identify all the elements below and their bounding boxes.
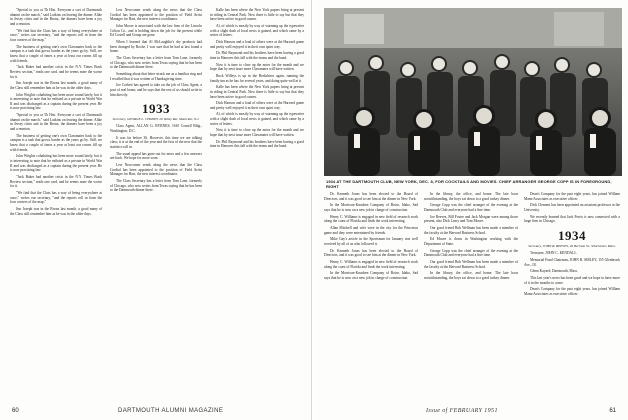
paragraph: Dr. Phil Raymond and his brothers have been having a good time in Hanover this fall with the teams and the band. bbox=[210, 139, 304, 149]
right-page bbox=[316, 0, 628, 420]
left-column-1 bbox=[10, 8, 102, 400]
issue-footer: Issue of FEBRUARY 1951 bbox=[426, 408, 498, 414]
magazine-footer: DARTMOUTH ALUMNI MAGAZINE bbox=[118, 408, 224, 414]
paragraph: Glenn Kayard, Dartmouth, Mass. bbox=[530, 269, 578, 274]
paragraph: John Moore is associated with the law firm of the Lincoln Colton Co., and is holding down the job for the present while Ed Costell and Group are gone. bbox=[110, 23, 202, 38]
paragraph: In the Morrison-Knudsen Company of Boise, Idaho, Sad says that he is now on a new job in charge of construction. bbox=[324, 271, 418, 280]
class-secretary-line: Secretary, JOHN R. REEVES, 20 Bertram St., Winchester, Mass. bbox=[528, 243, 616, 248]
left-page bbox=[0, 0, 312, 420]
group-photo bbox=[324, 8, 622, 176]
paragraph: "We find that the Class has a way of being everywhere at once," writes our secretary, "and the reports roll in from the four corners of the map." bbox=[10, 190, 102, 205]
paragraph: The business of getting one's own Classmates back to the campus is a task that grows harder as the years go by. Still, we know that a couple of times a year at least our rooms fill up with friends. bbox=[10, 44, 102, 63]
paragraph: Mike Gay's article in the Sportsman for January was well received by all of us who followed it. bbox=[324, 237, 418, 246]
paragraph: Joe Reeves, Bill Foster and Jack Morgan were among those present, also Dick Leary and Tom Moore. bbox=[424, 214, 518, 224]
paragraph: Dr. Phil Raymond and his brothers have been having a good time in Hanover this fall with the teams and the band. bbox=[210, 51, 304, 60]
paragraph: It was far before 36. However, this time we are talking class; it is at the end of the year and the first of the new that the statistics roll in. bbox=[110, 135, 202, 150]
paragraph: Buck Willeys is up in the Berkshires again, running the family inn as he has for several years, and doing quite well at it. bbox=[210, 73, 304, 83]
paragraph: Allan Mitchell and wife were in the city for the Princeton game and they were entertained by friends. bbox=[324, 225, 418, 235]
paragraph: When I learned that Al McLaughlin's dry products had been changed by Roche, I was sure that he had at last found a home. bbox=[110, 39, 202, 54]
right-column-2 bbox=[424, 192, 518, 402]
paragraph: Dr. Kenneth Jones has been elected to the Board of Directors, and it was good to see him at the dinner in New York. bbox=[324, 248, 418, 258]
paragraph: "Special to you at Th Hist. Everyone a sort of Dartmouth alumni on the march," said Lutkins on leaving the dinner. Alike in Jersey cities and in the Bronx, the dinners have been a joy and a reunion. bbox=[10, 8, 102, 26]
paragraph: The business of getting one's own Classmates back to the campus is a task that grows harder as the years go by. Still, we know that a couple of times a year at least our rooms fill up with friends. bbox=[10, 133, 102, 152]
paragraph: Dick Clement has been appointed an assistant professor at the University. bbox=[524, 203, 620, 212]
paragraph: Something about that letter struck me as a familiar ring and I recalled that it was written at Thanksgiving time. bbox=[110, 71, 202, 81]
paragraph: Kalle has been where the New York papers bring at present in riding in Central Park. Now there is little to say but that they have been active in good causes. bbox=[210, 8, 304, 22]
paragraph: Treasurer, JOHN C. KENDALL bbox=[530, 251, 577, 256]
right-column-1 bbox=[324, 192, 418, 402]
paragraph: Henry C. Williams is engaged in new field of research work along the coast of Florida and finds the work interesting. bbox=[324, 214, 418, 224]
paragraph: Dr. Kenneth Jones has been elected to the Board of Directors, and it was good to see him at the dinner in New York. bbox=[324, 192, 418, 201]
paragraph: Class Agent, ALLAN G. BYRNES, 1610 Cornell Bldg., Washington, D.C. bbox=[110, 124, 202, 134]
paragraph: Al, of which is mostly by way of warming up the typewriter with a slight dash of local news is gained, and which came by a series of letters. bbox=[210, 23, 304, 38]
paragraph: Now it is time to close up the notes for the month and we hope that by next issue more Classmates will have written. bbox=[210, 128, 304, 138]
class-year-heading: 1933 bbox=[142, 101, 170, 117]
paragraph: Henry C. Williams is engaged in new field of research work along the coast of Florida and finds the work interesting. bbox=[324, 259, 418, 269]
paragraph: Lew Newcomer sends along the news that the Class Cordial has been appointed to the position of Field Artist Manager for Hart, the new interest coordinator. bbox=[110, 8, 202, 22]
paragraph: "Special to you at Th Hist. Everyone a sort of Dartmouth alumni on the march," said Lutkins on leaving the dinner. Alike in Jersey cities and in the Bronx, the dinners have been a joy and a reunion. bbox=[10, 113, 102, 132]
class-secretary-line: Secretary, GEORGE L. CHANEY, 20 Valley Rd., Montclair, N.J. bbox=[112, 117, 200, 122]
photo-caption: 1934 AT THE DARTMOUTH CLUB, NEW YORK, DEC. 8, FOR COCKTAILS AND MOVIES. CHIEF ARRANGER GEORGE COPP IS IN FOREGROUND, RIGHT bbox=[326, 179, 612, 189]
paragraph: We recently learned that Jack Ferris is now connected with a large firm in Chicago. bbox=[524, 214, 620, 224]
paragraph: Dick Hanson and a load of others were at the Harvard game and pretty well enjoyed it in their own quiet way. bbox=[210, 39, 304, 49]
paragraph: Dean's Company for the past eight years, has joined William Mann Associates as executive officer. bbox=[524, 192, 620, 201]
paragraph: Now it is time to close up the notes for the month and we hope that by next issue more Classmates will have written. bbox=[210, 62, 304, 72]
left-column-2 bbox=[110, 8, 202, 400]
paragraph: Dean's Company for the past eight years, has joined William Mann Associates as executive officer. bbox=[524, 287, 620, 296]
paragraph: Ed Moore is down in Washington working with the Department of State. bbox=[424, 237, 518, 246]
page-number-right: 61 bbox=[609, 408, 616, 414]
class-year-heading: 1934 bbox=[558, 227, 586, 243]
paragraph: "We find that the Class has a way of being everywhere at once," writes our secretary, "and the reports roll in from the four corners of the map." bbox=[10, 28, 102, 42]
paragraph: Joe Corbett has agreed to take on the job of Class Agent, a post of real honor, and he says that the rest of us should write to him directly. bbox=[110, 83, 202, 97]
left-column-3 bbox=[210, 8, 304, 400]
right-column-3 bbox=[524, 192, 620, 402]
paragraph: Kalle has been where the New York papers bring at present in riding in Central Park. Now there is little to say but that they have been active in good causes. bbox=[210, 85, 304, 99]
paragraph: Al, of which is mostly by way of warming up the typewriter with a slight dash of local news is gained, and which came by a series of letters. bbox=[210, 112, 304, 126]
paragraph: George Copp was the chief arranger of the evening at the Dartmouth Club and everyone had a fine time. bbox=[424, 203, 518, 212]
paragraph: "Jack Baker had another crisis in the N.Y. Times Book Review section," reads one card, and he seems none the worse for it. bbox=[10, 175, 102, 189]
paragraph: Lew Newcomer sends along the news that the Class Cordial has been appointed to the position of Field Artist Manager for Hart, the new interest coordinator. bbox=[110, 163, 202, 177]
page-number-left: 60 bbox=[12, 408, 19, 414]
group-photo-illustration bbox=[324, 8, 622, 176]
paragraph: John Wrights cohabiting has been more sound lately, but it is interesting to note that he enlisted as a private in World War II and was discharged as a captain during the present year. He is now practising law. bbox=[10, 92, 102, 111]
paragraph: The Class Secretary has a letter from Tom Lane, formerly of Chicago, who now writes from Texas saying that he has been to the Dartmouth dinner there. bbox=[110, 55, 202, 70]
paragraph: The Class Secretary has a letter from Tom Lane, formerly of Chicago, who now writes from Texas saying that he has been to the Dartmouth dinner there. bbox=[110, 179, 202, 193]
paragraph: In the Morrison-Knudsen Company of Boise, Idaho, Sad says that he is now on a new job in charge of construction. bbox=[324, 203, 418, 212]
paragraph: John Wrights cohabiting has been more sound lately, but it is interesting to note that he enlisted as a private in World War II and was discharged as a captain during the present year. He is now practising law. bbox=[10, 154, 102, 173]
paragraph: The usual appeal has gone out for news and a few answers are back. We hope for more soon. bbox=[110, 151, 202, 161]
paragraph: Our good friend Bob Wellman has been made a member of the faculty at the Harvard Business School. bbox=[424, 225, 518, 235]
paragraph: Jim Joseph was in the Bronx last month, a good many of the Class still remember him as he was in the older days. bbox=[10, 206, 102, 216]
paragraph: Jim Joseph was in the Bronx last month, a good many of the Class still remember him as he was in the older days. bbox=[10, 81, 102, 90]
paragraph: "Jack Baker had another crisis in the N.Y. Times Book Review section," reads one card, and he seems none the worse for it. bbox=[10, 65, 102, 79]
paragraph: In the library, the office, and home. The late hour notwithstanding, the boys sat down to a good turkey dinner. bbox=[424, 271, 518, 280]
paragraph: In the library, the office, and home. The late hour notwithstanding, the boys sat down to a good turkey dinner. bbox=[424, 192, 518, 201]
paragraph: Memorial Fund Chairman, JOHN B. SIBLEY, 155 Glenbrook Ave., Ill. bbox=[524, 257, 620, 267]
paragraph: George Copp was the chief arranger of the evening at the Dartmouth Club and everyone had a fine time. bbox=[424, 248, 518, 258]
paragraph: Our good friend Bob Wellman has been made a member of the faculty at the Harvard Business School. bbox=[424, 259, 518, 269]
paragraph: This last year's news has been good and we hope to have more of it in the months to come. bbox=[524, 275, 620, 285]
paragraph: Dick Hanson and a load of others were at the Harvard game and pretty well enjoyed it in their own quiet way. bbox=[210, 101, 304, 110]
